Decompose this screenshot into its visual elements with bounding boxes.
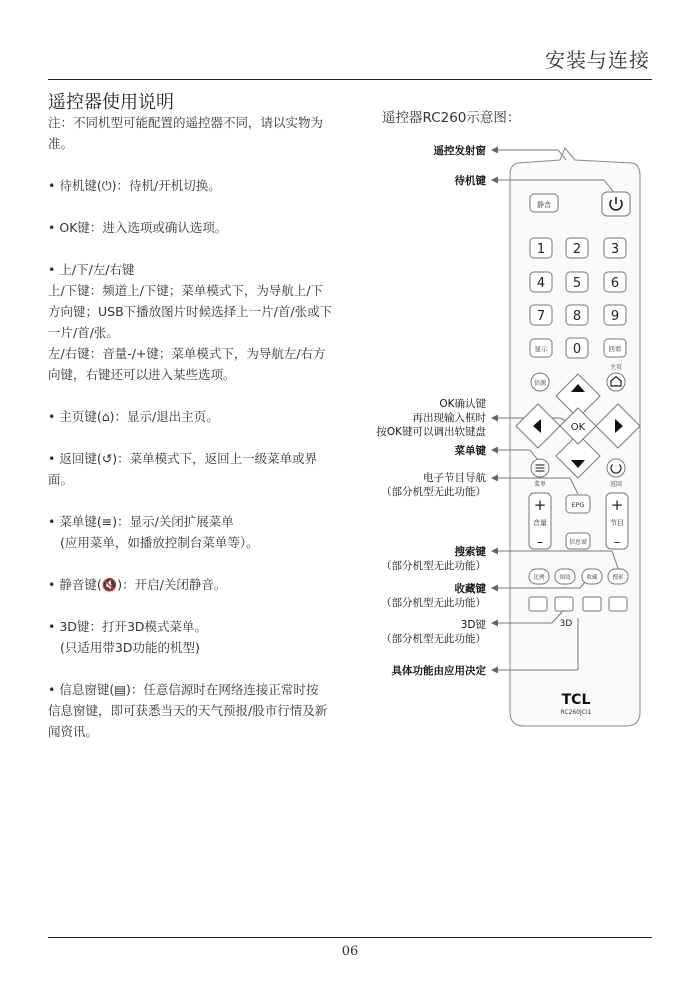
page-number: 06 [341,944,359,959]
callout-search-note: （部分机型无此功能） [381,560,486,572]
home-label: 主页 [609,364,623,371]
app-key-1 [529,597,547,611]
section-title: 遥控器使用说明 [48,92,174,113]
digit-8: 8 [572,309,582,324]
item-menu-line: (应用菜单，如播放控制台菜单等）。 [60,535,259,550]
item-arrows-line: 方向键；USB下播放图片时候选择上一片/首/张或下 [48,304,333,319]
menu-label: 菜单 [533,481,547,488]
digit-6: 6 [610,276,620,291]
search-label: 搜索 [612,575,624,581]
header-title: 安装与连接 [545,48,650,72]
item-ok: • OK键：进入选项或确认选项。 [48,217,353,238]
item-menu: • 菜单键(≡)：显示/关闭扩展菜单 [48,511,353,532]
back-label: 返回 [609,481,623,488]
review-label: 回看 [608,345,622,353]
digit-5: 5 [572,276,582,291]
callout-fav: 收藏键 [454,583,486,595]
digit-9: 9 [610,309,620,324]
program-minus: – [613,535,621,550]
item-arrows-line: 左/右键：音量-/+键；菜单模式下，为导航左/右方 [48,346,326,361]
item-3d-line: (只适用带3D功能的机型) [60,640,200,655]
app-key-4 [609,597,627,611]
note-line: 准。 [48,136,74,151]
callout-emitter: 遥控发射窗 [433,145,486,157]
epg-label: EPG [571,501,585,509]
item-back-line: 面。 [48,472,74,487]
digit-1: 1 [536,242,546,257]
callout-standby: 待机键 [454,175,486,187]
callout-ok-1: OK确认键 [439,398,486,410]
info-label: 信息窗 [568,539,588,546]
brand-logo: TCL [561,692,591,708]
item-arrows-line: 一片/首/张。 [48,325,119,340]
volume-plus: + [533,496,547,514]
diagram-title: 遥控器RC260示意图： [382,110,521,126]
callout-epg-note: （部分机型无此功能） [381,486,486,498]
back-button [607,459,625,477]
callout-fav-note: （部分机型无此功能） [381,597,486,609]
volume-minus: – [536,535,544,550]
note-line: 注：不同机型可能配置的遥控器不同，请以实物为 [48,115,324,130]
footer-rule [48,937,652,938]
item-3d: • 3D键：打开3D模式菜单。 [48,616,353,637]
source-label: 信源 [533,380,547,387]
callout-3d: 3D键 [460,619,486,631]
program-plus: + [610,496,624,514]
callout-ok-3: 按OK键可以调出软键盘 [376,426,486,438]
display-label: 显示 [534,345,548,353]
digit-0: 0 [572,342,582,357]
app-key-2 [555,597,573,611]
item-arrows-title: • 上/下/左/右键 [48,259,353,280]
item-home: • 主页键(⌂)：显示/退出主页。 [48,406,353,427]
item-standby: • 待机键(⏻)：待机/开机切换。 [48,175,353,196]
ratio-label: 比例 [533,575,545,581]
program-label: 节目 [610,519,624,527]
item-info: • 信息窗键(▤)：任意信源时在网络连接正常时按 [48,679,353,700]
picture-label: 图效 [559,575,571,581]
item-info-line: 信息窗键，即可获悉当天的天气预报/股市行情及新 [48,703,328,718]
model-number: RC260JCI1 [560,709,592,716]
app-key-3 [583,597,601,611]
digit-2: 2 [572,242,582,257]
callout-3d-note: （部分机型无此功能） [381,633,486,645]
volume-label: 音量 [533,519,547,527]
item-info-line: 闻资讯。 [48,724,99,739]
callout-ok-2: 再出现输入框时 [412,412,486,424]
item-arrows-line: 向键，右键还可以进入某些选项。 [48,367,236,382]
item-mute: • 静音键(🔇)：开启/关闭静音。 [48,574,353,595]
3d-key-label: 3D [559,619,573,629]
digit-7: 7 [536,309,546,324]
callout-menu: 菜单键 [454,445,486,457]
collect-label: 收藏 [586,575,598,581]
ok-label: OK [570,422,586,433]
digit-4: 4 [536,276,546,291]
callout-search: 搜索键 [454,546,486,558]
digit-3: 3 [610,242,620,257]
callout-epg: 电子节目导航 [423,472,486,484]
callout-app: 具体功能由应用决定 [391,665,486,677]
item-arrows-line: 上/下键：频道上/下键；菜单模式下，为导航上/下 [48,283,324,298]
item-back: • 返回键(↺)：菜单模式下，返回上一级菜单或界 [48,448,353,469]
mute-label: 静音 [537,201,551,209]
